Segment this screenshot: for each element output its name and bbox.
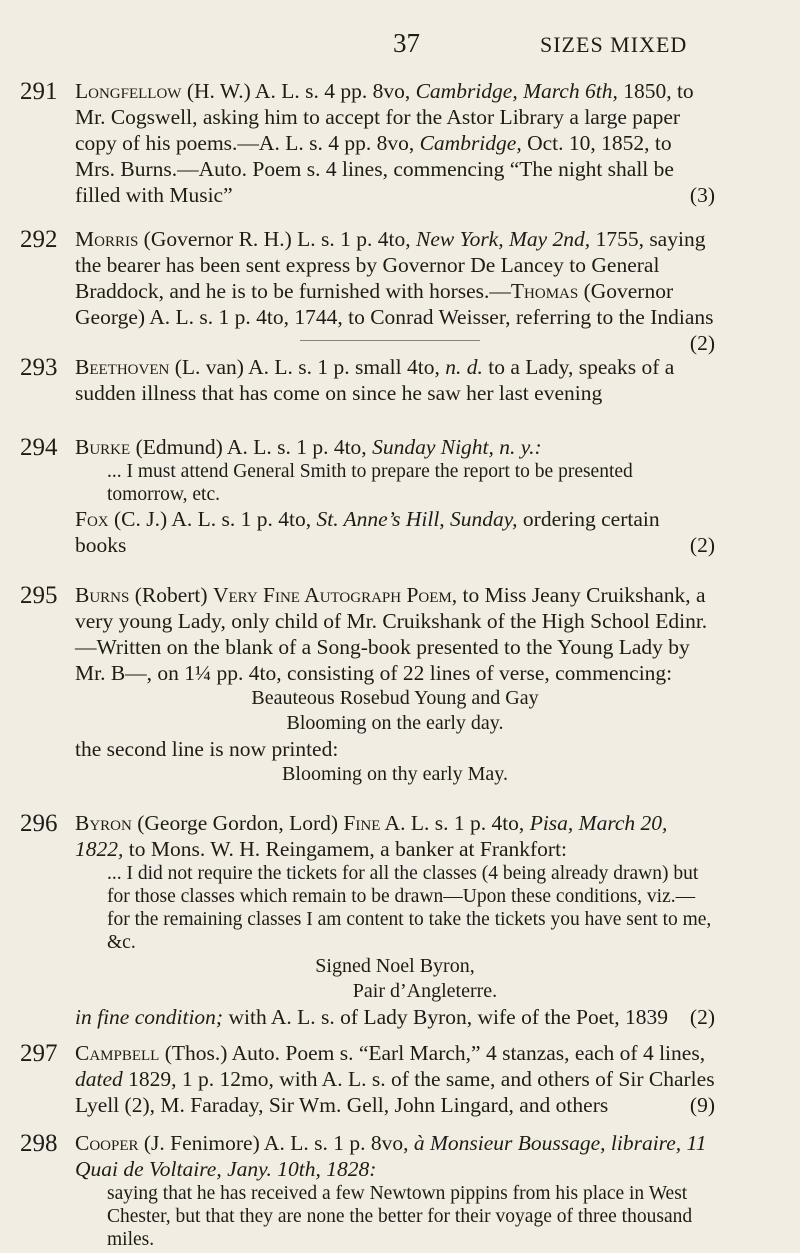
lot-note: the second line is now printed:: [75, 737, 339, 761]
lot-author: Cooper: [75, 1131, 139, 1155]
lot-number: 294: [20, 434, 58, 461]
lot-description: Cooper (J. Fenimore) A. L. s. 1 p. 8vo, à Monsieur Boussage, libraire, 11 Quai de Voltaire, Jany. 10th, 1828: saying that he has received a few Newtown pippins from his place in West Chester, but that they are none the better for their voyage of three thousand miles.: [75, 1130, 715, 1251]
running-head: SIZES MIXED: [540, 32, 688, 57]
lot-author: Byron: [75, 811, 132, 835]
letter-quote: saying that he has received a few Newtown pippins from his place in West Chester, but that they are none the better for their voyage of three thousand miles.: [107, 1183, 693, 1250]
lot-description: Longfellow (H. W.) A. L. s. 4 pp. 8vo, Cambridge, March 6th, 1850, to Mr. Cogswell, asking him to accept for the Astor Library a large paper copy of his poems.—A. L. s. 4 pp. 8vo, Cambridge, Oct. 10, 1852, to Mrs. Burns.—Auto. Poem s. 4 lines, commencing “The night shall be filled with Music” (3): [75, 79, 715, 207]
lot-description: Morris (Governor R. H.) L. s. 1 p. 4to, New York, May 2nd, 1755, saying the bearer has been sent express by Governor De Lancey to General Braddock, and he is to be furnished with horses.—Thomas (Governor George) A. L. s. 1 p. 4to, 1744, to Conrad Weisser, referring to the Indians (2): [75, 227, 715, 355]
lot-author: Burke: [75, 435, 131, 459]
lot-author: Morris: [75, 227, 139, 251]
lot-author: Burns: [75, 583, 130, 607]
signature-line: Pair d’Angleterre.: [352, 980, 498, 1002]
lot-count: (9): [689, 1093, 715, 1117]
lot-author: Campbell: [75, 1041, 160, 1065]
lot-description: Beethoven (L. van) A. L. s. 1 p. small 4to, n. d. to a Lady, speaks of a sudden illness that has come on since he saw her last evening: [75, 355, 675, 405]
lot-author: Beethoven: [75, 355, 170, 379]
signature-line: Signed Noel Byron,: [315, 955, 475, 977]
section-divider: [300, 340, 480, 341]
lot-number: 291: [20, 78, 58, 105]
lot-description: Burns (Robert) Very Fine Autograph Poem, to Miss Jeany Cruikshank, a very young Lady, only child of Mr. Cruikshank of the High School Edinr.—Written on the blank of a Song-book presented to the Young Lady by Mr. B—, on 1¼ pp. 4to, consisting of 22 lines of verse, commencing: Beauteous Rosebud Young and Gay Blooming on the early day. the second line is now printed: Blooming on thy early May.: [75, 582, 715, 787]
lot-author: Longfellow: [75, 79, 182, 103]
lot-number: 292: [20, 226, 58, 253]
lot-number: 293: [20, 354, 58, 381]
verse-line: Blooming on the early day.: [286, 712, 504, 734]
page-number: 37: [393, 28, 420, 58]
lot-count: (2): [689, 533, 715, 557]
lot-description: Campbell (Thos.) Auto. Poem s. “Earl March,” 4 stanzas, each of 4 lines, dated 1829, 1 p. 12mo, with A. L. s. of the same, and others of Sir Charles Lyell (2), M. Faraday, Sir Wm. Gell, John Lingard, and others (9): [75, 1041, 715, 1117]
letter-quote: ... I did not require the tickets for all the classes (4 being already drawn) but for those classes which remain to be drawn—Upon these conditions, viz.—for the remaining classes I am content to take the tickets you have sent to me, &c.: [107, 863, 712, 953]
verse-line: Blooming on thy early May.: [282, 763, 508, 785]
letter-quote: ... I must attend General Smith to prepare the report to be presented tomorrow, etc.: [107, 461, 633, 505]
lot-author: Fox: [75, 507, 109, 531]
lot-description: Burke (Edmund) A. L. s. 1 p. 4to, Sunday Night, n. y.: ... I must attend General Smith to prepare the report to be presented tomorrow, etc. Fox (C. J.) A. L. s. 1 p. 4to, St. Anne’s Hill, Sunday, ordering certain books (2): [75, 435, 715, 557]
page-header: [0, 28, 800, 58]
lot-count: (2): [689, 1005, 715, 1029]
lot-number: 297: [20, 1040, 58, 1067]
lot-number: 296: [20, 810, 58, 837]
lot-count: (2): [689, 331, 715, 355]
lot-number: 298: [20, 1130, 58, 1157]
lot-number: 295: [20, 582, 58, 609]
verse-line: Beauteous Rosebud Young and Gay: [251, 687, 539, 709]
lot-description: Byron (George Gordon, Lord) Fine A. L. s. 1 p. 4to, Pisa, March 20, 1822, to Mons. W. H. Reingamem, a banker at Frankfort: ... I did not require the tickets for all the classes (4 being already drawn) but for those classes which remain to be drawn—Upon these conditions, viz.—for the remaining classes I am content to take the tickets you have sent to me, &c. Signed Noel Byron, Pair d’Angleterre. in fine condition; with A. L. s. of Lady Byron, wife of the Poet, 1839 (2): [75, 811, 715, 1029]
lot-count: (3): [689, 183, 715, 207]
